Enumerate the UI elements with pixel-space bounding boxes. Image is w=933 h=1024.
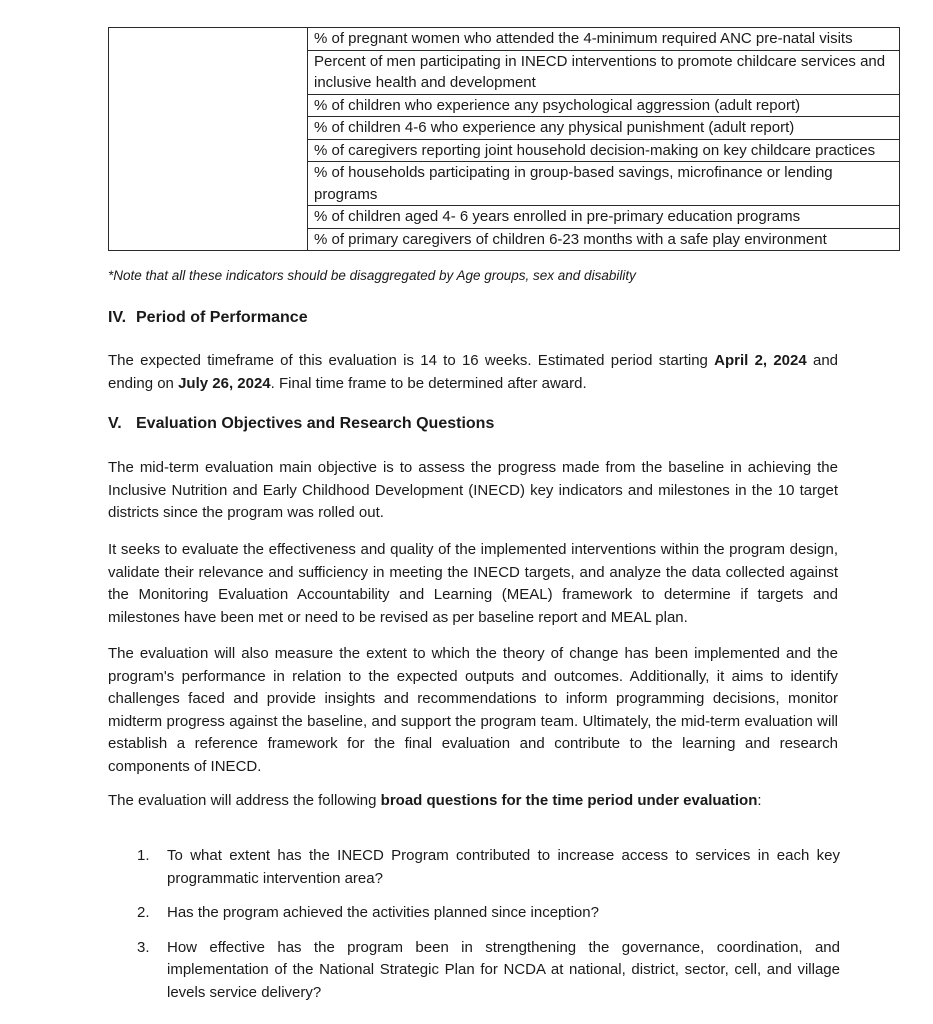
indicator-table [108, 27, 900, 251]
disaggregation-note: *Note that all these indicators should be disaggregated by Age groups, sex and disability [108, 268, 636, 283]
section-iv-heading [108, 307, 308, 329]
section-title: Period of Performance [136, 309, 308, 326]
indicator-cell: % of pregnant women who attended the 4-minimum required ANC pre-natal visits [308, 28, 900, 51]
paragraph-text: The evaluation will address the following [108, 792, 381, 809]
list-item [137, 902, 840, 925]
indicator-cell: % of caregivers reporting joint household decision-making on key childcare practices [308, 139, 900, 162]
effectiveness-paragraph: It seeks to evaluate the effectiveness and quality of the implemented interventions within the program design, validate their relevance and sufficiency in meeting the INECD targets, and analyze the data collected against the Monitoring Evaluation Accountability and Learning (MEAL) framework to determine if targets and milestones have been met or need to be revised as per baseline report and MEAL plan. [108, 541, 838, 626]
questions-intro-bold: broad questions for the time period under evaluation [380, 792, 758, 809]
question-number: 3. [137, 938, 150, 956]
question-number: 2. [137, 904, 150, 921]
indicator-cell: % of children aged 4- 6 years enrolled in pre-primary education programs [308, 206, 900, 229]
question-text: Has the program achieved the activities planned since inception? [167, 904, 599, 921]
section-number: IV. [108, 309, 127, 326]
list-item [137, 845, 840, 890]
end-date: July 26, 2024 [178, 374, 271, 392]
table-row [109, 28, 900, 51]
paragraph-text: The expected timeframe of this evaluation is 14 to 16 weeks. Estimated period starting [108, 352, 715, 369]
research-questions-list [137, 845, 840, 1004]
section-v-heading [108, 413, 494, 435]
indicator-cell: % of households participating in group-based savings, microfinance or lending programs [308, 162, 900, 206]
paragraph-text: : [757, 792, 762, 809]
indicator-cell: % of primary caregivers of children 6-23 months with a safe play environment [308, 228, 900, 251]
paragraph-text: . Final time frame to be determined after award. [270, 374, 587, 392]
indicator-cell: Percent of men participating in INECD interventions to promote childcare services and inclusive health and development [308, 50, 900, 94]
start-date: April 2, 2024 [714, 352, 807, 369]
question-text: How effective has the program been in strengthening the governance, coordination, and implementation of the National Strategic Plan for NCDA at national, district, sector, cell, and village levels service delivery? [167, 938, 840, 1001]
theory-of-change-paragraph: The evaluation will also measure the extent to which the theory of change has been implemented and the program's performance in relation to the expected outputs and outcomes. Additionally, it aims to identify challenges faced and provide insights and recommendations to inform programming decisions, monitor midterm progress against the baseline, and support the program team. Ultimately, the mid-term evaluation will establish a reference framework for the final evaluation and contribute to the learning and research components of INECD. [108, 645, 838, 775]
question-number: 1. [137, 847, 150, 864]
indicator-cell: % of children who experience any psychological aggression (adult report) [308, 94, 900, 117]
section-title: Evaluation Objectives and Research Questions [136, 415, 495, 432]
question-text: To what extent has the INECD Program contributed to increase access to services in each key programmatic intervention area? [167, 847, 840, 887]
indicator-cell: % of children 4-6 who experience any physical punishment (adult report) [308, 117, 900, 140]
questions-intro-paragraph [108, 790, 838, 813]
objective-paragraph: The mid-term evaluation main objective is to assess the progress made from the baseline in achieving the Inclusive Nutrition and Early Childhood Development (INECD) key indicators and milestones in the 10 target districts since the program was rolled out. [108, 459, 838, 521]
indicator-category-cell [109, 28, 308, 251]
period-paragraph [108, 350, 838, 395]
paragraph-text: and ending on [108, 352, 838, 392]
list-item [137, 937, 840, 1005]
section-number: V. [108, 415, 122, 432]
